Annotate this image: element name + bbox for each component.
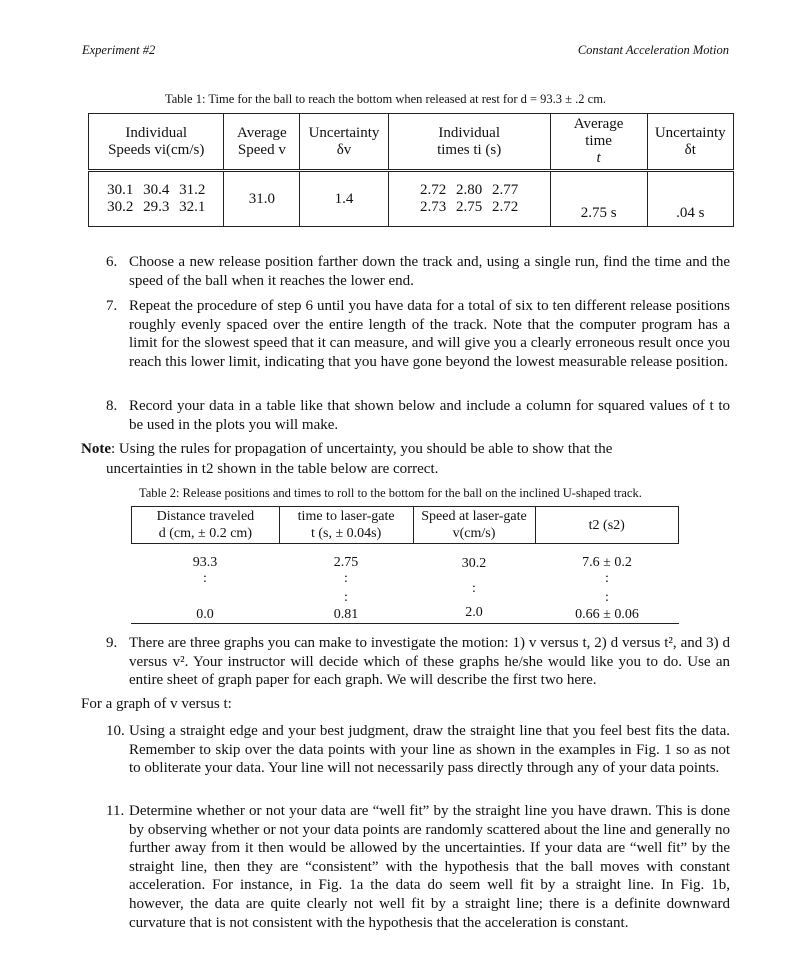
table1-header-individual-speeds: [89, 114, 224, 171]
table2-ellipsis-speed: :: [472, 581, 476, 596]
table1-header-average-time: [550, 114, 647, 171]
step-11: [106, 802, 730, 932]
header-text: Speed at laser-gate: [421, 509, 527, 524]
header-text: Individual: [125, 124, 188, 141]
table2-last-time: 0.81: [333, 607, 359, 622]
table2-caption: Table 2: Release positions and times to roll to the bottom for the ball on the inclined U-shaped track.: [139, 486, 642, 500]
cell-text: 30.2 29.3 32.1: [107, 199, 206, 215]
table1-cell-times: [388, 171, 550, 227]
table1: [88, 113, 734, 227]
table2-ellipsis-time-2: :: [344, 590, 348, 605]
header-text: t: [596, 150, 601, 166]
header-text: Individual: [438, 124, 500, 141]
step-9: [106, 634, 730, 690]
step-6: [106, 253, 730, 290]
table2-header-t-squared: t2 (s2): [535, 507, 679, 544]
table1-caption: Table 1: Time for the ball to reach the bottom when released at rest for d = 93.3 ± .2 cm.: [165, 92, 607, 106]
header-experiment-title: Constant Acceleration Motion: [577, 43, 729, 57]
table2-first-distance: 93.3: [192, 555, 218, 570]
table2-header: [131, 506, 679, 544]
header-text: time: [585, 133, 612, 149]
step-text: Using a straight edge and your best judgment, draw the straight line that you feel best fits the data. Remember to skip over the data points with your line as shown in the examples in Fig. 1 so as not to obliterate your data. Your line will not necessarily pass directly through any of your data points.: [129, 723, 730, 777]
header-text: δv: [336, 141, 352, 158]
table1-cell-average-speed: 31.0: [224, 171, 300, 227]
table1-cell-speeds: [89, 171, 224, 227]
step-number: 7.: [106, 298, 118, 314]
table2-header-distance: [132, 507, 280, 544]
step-text: There are three graphs you can make to investigate the motion: 1) v versus t, 2) d versus t², and 3) d versus v². Your instructor will decide which of these graphs he/she would like you to do. Use an entire sheet of graph paper for each graph. We will describe the first two here.: [129, 635, 730, 689]
table2-ellipsis-t-squared: :: [605, 571, 609, 586]
step-text: Repeat the procedure of step 6 until you have data for a total of six to ten different release positions roughly evenly spaced over the entire length of the track. Note that the computer program has a limit for the slowest speed that it can measure, and will give you a clearly erroneous result once you reach this lower limit, indicating that you have gone beyond the lowest measurable release position.: [129, 298, 730, 370]
table1-header-average-speed: [224, 114, 300, 171]
header-text: Uncertainty: [308, 124, 380, 141]
table1-cell-average-time: 2.75 s: [550, 171, 647, 227]
table2-last-distance: 0.0: [196, 607, 214, 622]
header-text: Uncertainty: [654, 124, 726, 141]
table2-bottom-rule: [131, 623, 679, 624]
note-paragraph: [81, 439, 731, 479]
header-text: Speed v: [237, 141, 286, 158]
header-text: Speeds vi(cm/s): [108, 141, 205, 158]
table2-ellipsis-time: :: [344, 571, 348, 586]
table2-last-t-squared: 0.66 ± 0.06: [575, 607, 639, 622]
table2-header-row: [132, 507, 679, 544]
table1-header-individual-times: [388, 114, 550, 171]
table1-cell-uncertainty-speed: 1.4: [300, 171, 388, 227]
note-text: : Using the rules for propagation of uncertainty, you should be able to show that the: [111, 441, 613, 457]
header-text: d (cm, ± 0.2 cm): [158, 526, 252, 541]
header-text: δt: [684, 141, 696, 158]
header-experiment-number: Experiment #2: [82, 43, 156, 57]
cell-text: 2.72 2.80 2.77: [420, 182, 519, 198]
step-8: [106, 397, 730, 434]
step-text: Determine whether or not your data are “well fit” by the straight line you have drawn. This is done by observing whether or not your data points are randomly scattered about the line and generally no further away from it then would be allowed by the uncertainties. If your data are “well fit” by the straight line, then they are “consistent” with the hypothesis that the ball moves with constant acceleration. For instance, in Fig. 1a the data do seem well fit by a straight line. In Fig. 1b, however, the data are quite clearly not well fit by a straight line; there is a definite downward curvature that is not consistent with the hypothesis that the acceleration is constant.: [129, 803, 730, 931]
table2-ellipsis-distance: :: [203, 571, 207, 586]
note-text: uncertainties in t2 shown in the table below are correct.: [106, 461, 439, 477]
table2-first-speed: 30.2: [461, 556, 487, 571]
table2-last-speed: 2.0: [465, 605, 483, 620]
header-text: t (s, ± 0.04s): [310, 526, 382, 541]
table1-header-row: [89, 114, 734, 171]
step-text: Choose a new release position farther down the track and, using a single run, find the time and the speed of the ball when it reaches the lower end.: [129, 254, 730, 289]
cell-text: 2.73 2.75 2.72: [420, 199, 519, 215]
table1-data-row: [89, 171, 734, 227]
table2-first-t-squared: 7.6 ± 0.2: [582, 555, 632, 570]
cell-text: 30.1 30.4 31.2: [107, 182, 206, 198]
table2-header-speed: [413, 507, 535, 544]
header-text: Average: [573, 116, 624, 132]
step-text: Record your data in a table like that shown below and include a column for squared values of t to be used in the plots you will make.: [129, 398, 730, 433]
step-10: [106, 722, 730, 778]
header-text: v(cm/s): [452, 526, 496, 541]
step-number: 8.: [106, 398, 118, 414]
step-number: 9.: [106, 635, 118, 651]
header-text: times ti (s): [437, 141, 502, 158]
table2-ellipsis-t-squared-2: :: [605, 590, 609, 605]
table2-header-time: [279, 507, 413, 544]
graph-intro: For a graph of v versus t:: [81, 696, 232, 712]
header-text: time to laser-gate: [297, 509, 395, 524]
table1-header-uncertainty-time: [647, 114, 733, 171]
step-7: [106, 297, 730, 371]
header-text: Average: [237, 124, 287, 141]
table2-first-time: 2.75: [333, 555, 359, 570]
table1-cell-uncertainty-time: .04 s: [647, 171, 733, 227]
header-text: Distance traveled: [156, 509, 255, 524]
step-number: 6.: [106, 254, 118, 270]
note-label: Note: [81, 441, 111, 457]
step-number: 10.: [106, 723, 125, 739]
step-number: 11.: [106, 803, 125, 819]
table1-header-uncertainty-speed: [300, 114, 388, 171]
